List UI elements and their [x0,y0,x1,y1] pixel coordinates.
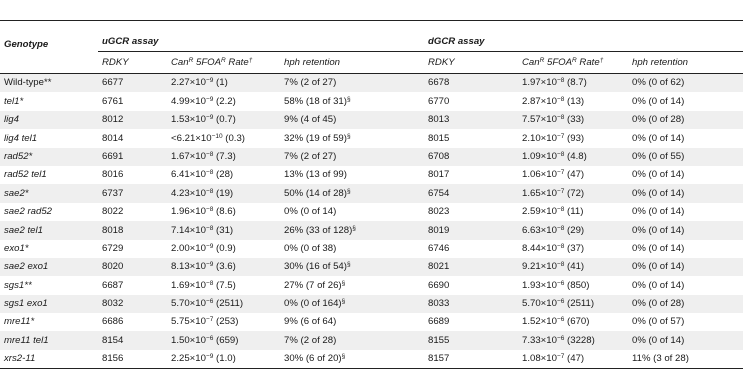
d-rate-cell: $2.59\times 10^{-8}$ (11) [518,203,628,221]
genotype-cell: Wild-type** [0,74,98,93]
genotype-cell: mre11 tel1 [0,331,98,349]
top-rule [0,0,743,21]
genotype-cell: sae2 rad52 [0,203,98,221]
table-row [0,129,743,147]
genotype-cell: lig4 tel1 [0,129,98,147]
d-hph-cell: 0% (0 of 57) [628,313,743,331]
u-hph-cell: 58% (18 of 31)§ [280,92,424,110]
d-hph-cell: 0% (0 of 14) [628,92,743,110]
d-rate-cell: $6.63\times 10^{-8}$ (29) [518,221,628,239]
genotype-cell: tel1* [0,92,98,110]
u-rate-cell: $7.14\times 10^{-8}$ (31) [167,221,280,239]
u-rdky-cell: 6737 [98,184,167,202]
d-rdky-cell: 8013 [424,111,518,129]
genotype-cell: mre11* [0,313,98,331]
d-rdky-cell: 8015 [424,129,518,147]
u-rate-cell: $4.23\times 10^{-8}$ (19) [167,184,280,202]
d-hph-cell: 0% (0 of 14) [628,221,743,239]
u-hph-cell: 0% (0 of 14) [280,203,424,221]
d-hph-cell: 0% (0 of 14) [628,331,743,349]
d-rdky-cell: 6678 [424,74,518,93]
table-row [0,295,743,313]
u-hph-cell: 26% (33 of 128)§ [280,221,424,239]
genotype-cell: sae2 tel1 [0,221,98,239]
u-hph-cell: 9% (4 of 45) [280,111,424,129]
genotype-cell: lig4 [0,111,98,129]
u-rdky-cell: 6761 [98,92,167,110]
d-rdky-cell: 6708 [424,148,518,166]
header-column-row [0,52,743,74]
genotype-cell: rad52 tel1 [0,166,98,184]
d-hph-cell: 0% (0 of 55) [628,148,743,166]
u-rdky-cell: 8020 [98,258,167,276]
d-hph-cell: 0% (0 of 28) [628,295,743,313]
table-row [0,111,743,129]
d-rate-cell: $1.93\times 10^{-6}$ (850) [518,276,628,294]
d-hph-cell: 0% (0 of 14) [628,240,743,258]
u-rate-cell: $6.41\times 10^{-8}$ (28) [167,166,280,184]
u-hph-cell: 27% (7 of 26)§ [280,276,424,294]
u-rdky-cell: 8032 [98,295,167,313]
d-rate-cell: $2.10\times 10^{-7}$ (93) [518,129,628,147]
table-row [0,221,743,239]
d-rate-cell: $1.65\times 10^{-7}$ (72) [518,184,628,202]
table-row [0,331,743,349]
genotype-header: Genotype [0,21,98,74]
d-rate-cell: $1.09\times 10^{-8}$ (4.8) [518,148,628,166]
table-row [0,350,743,369]
d-hph-cell: 0% (0 of 14) [628,203,743,221]
u-rdky-cell: 8018 [98,221,167,239]
table-row [0,240,743,258]
d-rate-cell: $1.06\times 10^{-7}$ (47) [518,166,628,184]
genotype-cell: sae2* [0,184,98,202]
table-row [0,92,743,110]
d-hph-cell: 0% (0 of 28) [628,111,743,129]
u-rate-header: Can$^R$ $5FOA^R$ Rate† [167,52,280,74]
u-rate-cell: $1.50\times 10^{-6}$ (659) [167,331,280,349]
table-row [0,258,743,276]
d-rate-header: Can$^R$ $5FOA^R$ Rate† [518,52,628,74]
u-rate-cell: $2.27\times 10^{-9}$ (1) [167,74,280,93]
d-rdky-cell: 8019 [424,221,518,239]
d-rdky-cell: 8155 [424,331,518,349]
genotype-cell: sae2 exo1 [0,258,98,276]
u-hph-cell: 7% (2 of 27) [280,74,424,93]
d-rdky-cell: 6690 [424,276,518,294]
header-group-row [0,21,743,52]
u-hph-cell: 0% (0 of 164)§ [280,295,424,313]
u-hph-header: hph retention [280,52,424,74]
table-row [0,166,743,184]
u-hph-cell: 0% (0 of 38) [280,240,424,258]
d-rate-cell: $2.87\times 10^{-8}$ (13) [518,92,628,110]
d-rdky-header: RDKY [424,52,518,74]
u-rdky-header: RDKY [98,52,167,74]
d-rate-cell: $7.57\times 10^{-8}$ (33) [518,111,628,129]
d-rate-cell: $7.33\times 10^{-6}$ (3228) [518,331,628,349]
d-hph-cell: 0% (0 of 14) [628,276,743,294]
d-rdky-cell: 8157 [424,350,518,369]
u-rdky-cell: 6686 [98,313,167,331]
d-rdky-cell: 8033 [424,295,518,313]
genotype-cell: sgs1** [0,276,98,294]
u-rdky-cell: 6687 [98,276,167,294]
table-row [0,203,743,221]
table-row [0,184,743,202]
d-rate-cell: $5.70\times 10^{-6}$ (2511) [518,295,628,313]
u-rate-cell: $1.67\times 10^{-8}$ (7.3) [167,148,280,166]
d-rate-cell: $1.97\times 10^{-8}$ (8.7) [518,74,628,93]
genotype-cell: xrs2-11 [0,350,98,369]
d-rdky-cell: 8023 [424,203,518,221]
table-row [0,148,743,166]
u-rdky-cell: 6729 [98,240,167,258]
d-hph-header: hph retention [628,52,743,74]
u-rate-cell: $<6.21\times 10^{-10}$ (0.3) [167,129,280,147]
d-rdky-cell: 6689 [424,313,518,331]
u-rdky-cell: 8022 [98,203,167,221]
u-rate-cell: $1.53\times 10^{-9}$ (0.7) [167,111,280,129]
u-hph-cell: 13% (13 of 99) [280,166,424,184]
u-rate-cell: $1.96\times 10^{-8}$ (8.6) [167,203,280,221]
genotype-cell: exo1* [0,240,98,258]
d-rate-cell: $8.44\times 10^{-8}$ (37) [518,240,628,258]
u-hph-cell: 32% (19 of 59)§ [280,129,424,147]
u-rdky-cell: 8014 [98,129,167,147]
u-rdky-cell: 6691 [98,148,167,166]
u-rate-cell: $2.00\times 10^{-9}$ (0.9) [167,240,280,258]
d-hph-cell: 0% (0 of 14) [628,184,743,202]
u-hph-cell: 30% (16 of 54)§ [280,258,424,276]
u-rate-cell: $8.13\times 10^{-9}$ (3.6) [167,258,280,276]
genotype-cell: sgs1 exo1 [0,295,98,313]
u-rate-cell: $4.99\times 10^{-9}$ (2.2) [167,92,280,110]
d-rate-cell: $9.21\times 10^{-8}$ (41) [518,258,628,276]
d-rate-cell: $1.08\times 10^{-7}$ (47) [518,350,628,369]
u-rdky-cell: 8156 [98,350,167,369]
d-hph-cell: 0% (0 of 14) [628,258,743,276]
u-rdky-cell: 8154 [98,331,167,349]
u-hph-cell: 7% (2 of 28) [280,331,424,349]
u-hph-cell: 7% (2 of 27) [280,148,424,166]
d-hph-cell: 11% (3 of 28) [628,350,743,369]
u-rate-cell: $5.75\times 10^{-7}$ (253) [167,313,280,331]
d-hph-cell: 0% (0 of 14) [628,166,743,184]
u-rdky-cell: 8012 [98,111,167,129]
d-rdky-cell: 6746 [424,240,518,258]
u-hph-cell: 9% (6 of 64) [280,313,424,331]
d-rdky-cell: 8021 [424,258,518,276]
ugcr-assay-header: uGCR assay [98,21,424,52]
d-rdky-cell: 8017 [424,166,518,184]
u-rate-cell: $5.70\times 10^{-6}$ (2511) [167,295,280,313]
u-hph-cell: 50% (14 of 28)§ [280,184,424,202]
genotype-cell: rad52* [0,148,98,166]
d-hph-cell: 0% (0 of 62) [628,74,743,93]
u-rate-cell: $1.69\times 10^{-8}$ (7.5) [167,276,280,294]
d-rdky-cell: 6770 [424,92,518,110]
d-hph-cell: 0% (0 of 14) [628,129,743,147]
u-rdky-cell: 6677 [98,74,167,93]
dgcr-assay-header: dGCR assay [424,21,743,52]
u-rdky-cell: 8016 [98,166,167,184]
table-row [0,276,743,294]
u-rate-cell: $2.25\times 10^{-9}$ (1.0) [167,350,280,369]
table-body [0,74,743,369]
table-row [0,313,743,331]
table-row [0,74,743,93]
d-rdky-cell: 6754 [424,184,518,202]
d-rate-cell: $1.52\times 10^{-6}$ (670) [518,313,628,331]
u-hph-cell: 30% (6 of 20)§ [280,350,424,369]
